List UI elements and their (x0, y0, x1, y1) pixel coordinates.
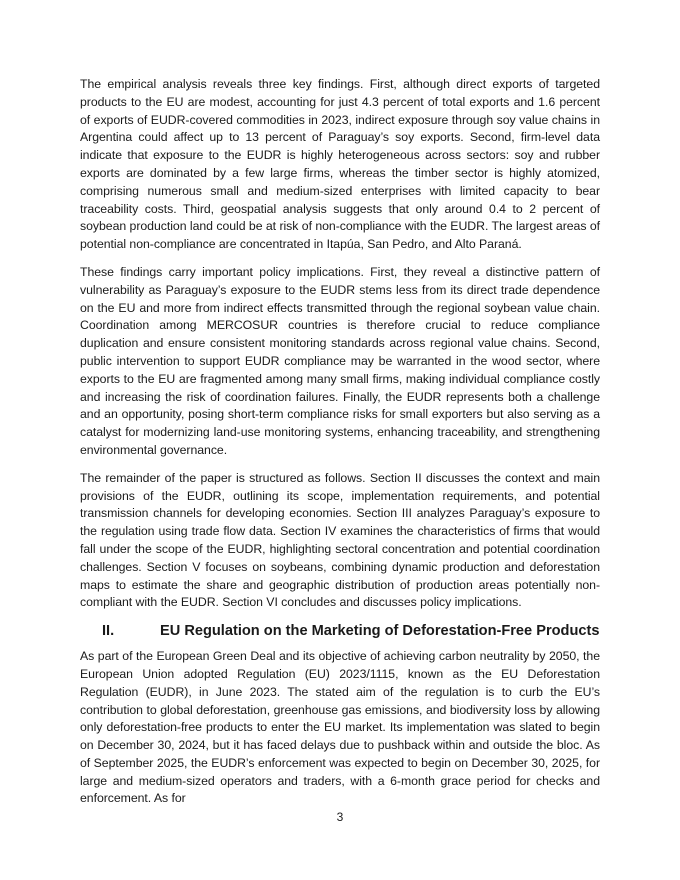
paragraph-findings: The empirical analysis reveals three key findings. First, although direct exports of targeted products to the EU are modest, accounting for just 4.3 percent of total exports and 1.6 percent of exports of EUDR-covered commodities in 2023, indirect exposure through soy value chains in Argentina could affect up to 13 percent of Paraguay’s soy exports. Second, firm-level data indicate that exposure to the EUDR is highly heterogeneous across sectors: soy and rubber exports are dominated by a few large firms, whereas the timber sector is highly atomized, comprising numerous small and medium-sized enterprises with limited capacity to bear traceability costs. Third, geospatial analysis suggests that only around 0.4 to 2 percent of soybean production land could be at risk of non-compliance with the EUDR. The largest areas of potential non-compliance are concentrated in Itapúa, San Pedro, and Alto Paraná. (80, 77, 600, 252)
section-number: II. (102, 623, 115, 640)
section-title: EU Regulation on the Marketing of Deforestation-Free Products (160, 623, 600, 640)
page-number: 3 (336, 810, 344, 824)
page-body (80, 76, 600, 818)
paragraph-eudr-background: As part of the European Green Deal and its objective of achieving carbon neutrality by 2050, the European Union adopted Regulation (EU) 2023/1115, known as the EU Deforestation Regulation (EUDR), in June 2023. The stated aim of the regulation is to curb the EU’s contribution to global deforestation, greenhouse gas emissions, and biodiversity loss by allowing only deforestation-free products to enter the EU market. Its implementation was slated to begin on December 30, 2024, but it has faced delays due to pushback within and outside the bloc. As of September 2025, the EUDR’s enforcement was expected to begin on December 30, 2025, for large and medium-sized operators and traders, with a 6-month grace period for checks and enforcement. As for (80, 649, 600, 806)
paragraph-paper-structure: The remainder of the paper is structured as follows. Section II discusses the context and main provisions of the EUDR, outlining its scope, implementation requirements, and potential transmission channels for developing economies. Section III analyzes Paraguay’s exposure to the regulation using trade flow data. Section IV examines the characteristics of firms that would fall under the scope of the EUDR, highlighting sectoral concentration and potential coordination challenges. Section V focuses on soybeans, combining dynamic production and deforestation maps to estimate the share and geographic distribution of production areas potentially non-compliant with the EUDR. Section VI concludes and discusses policy implications. (80, 470, 600, 610)
paragraph-policy-implications: These findings carry important policy implications. First, they reveal a distinctive pattern of vulnerability as Paraguay’s exposure to the EUDR stems less from its direct trade dependence on the EU and more from indirect effects transmitted through the regional soybean value chain. Coordination among MERCOSUR countries is therefore crucial to reduce compliance duplication and ensure consistent monitoring standards across regional value chains. Second, public intervention to support EUDR compliance may be warranted in the wood sector, where exports to the EU are fragmented among many small firms, making individual compliance costly and increasing the risk of coordination failures. Finally, the EUDR represents both a challenge and an opportunity, posing short-term compliance risks for small exporters but also serving as a catalyst for modernizing land-use monitoring systems, enhancing traceability, and strengthening environmental governance. (80, 264, 600, 457)
section-heading (80, 622, 600, 640)
